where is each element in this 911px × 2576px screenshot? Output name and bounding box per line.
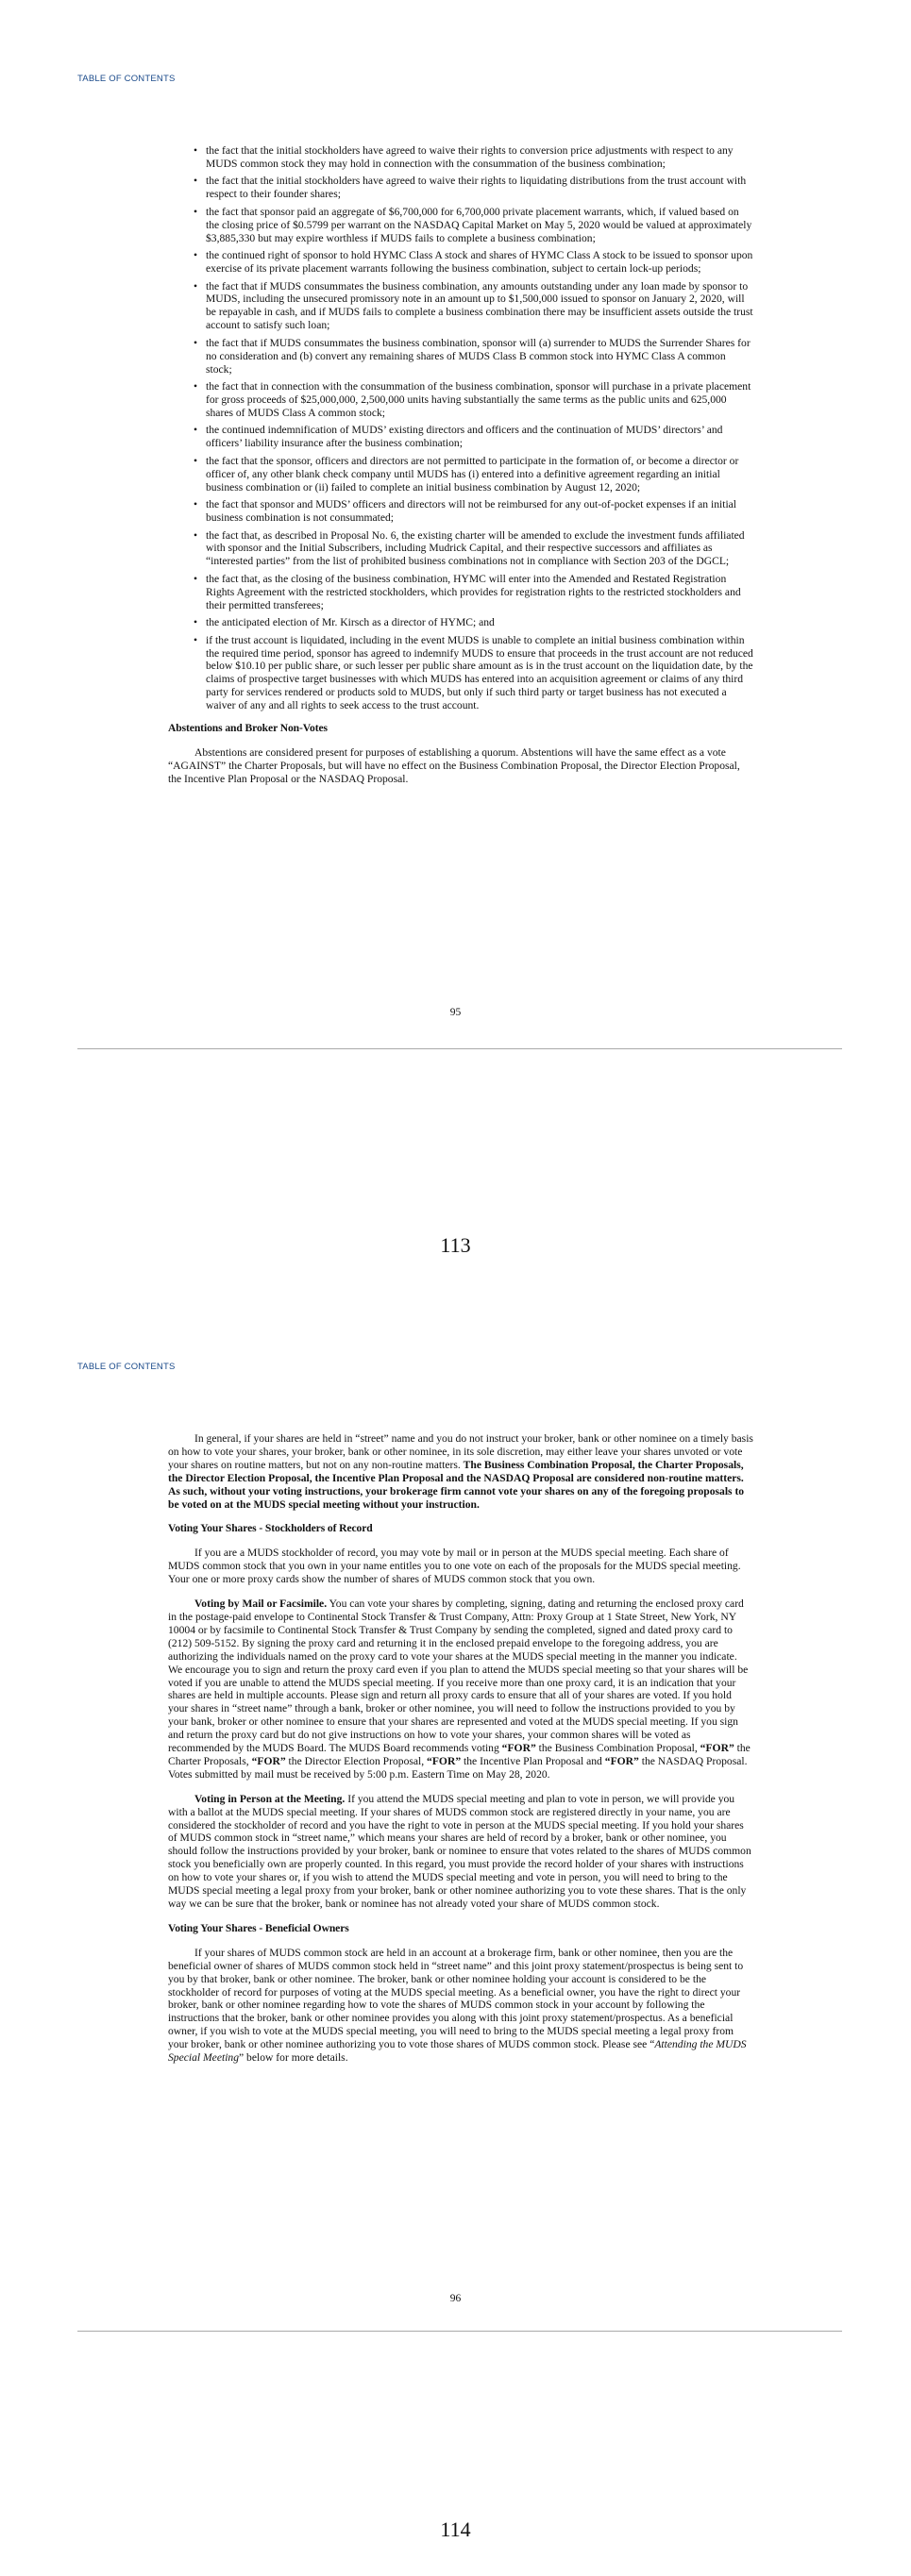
bullet-icon: • bbox=[194, 336, 198, 349]
list-item-text: the fact that the initial stockholders have agreed to waive their rights to liquidating distributions from the trust account with respect to their founder shares; bbox=[206, 175, 747, 201]
list-item bbox=[168, 498, 753, 525]
list-item-text: the fact that if MUDS consummates the business combination, any amounts outstanding under any loan made by sponsor to MUDS, including the unsecured promissory note in an amount up to $1,500,000 issued to sponsor on January 2, 2020, will be repayable in cash, and if MUDS fails to complete a business combination there may be insufficient assets outside the trust account to satisfy such loan; bbox=[206, 279, 753, 332]
page-divider bbox=[77, 1048, 842, 1049]
list-item bbox=[168, 249, 753, 276]
list-item bbox=[168, 206, 753, 245]
voting-by-mail-paragraph: Voting by Mail or Facsimile. You can vote your shares by completing, signing, dating and returning the enclosed proxy card in the postage-paid envelope to Continental Stock Transfer & Trust Company, Attn: Proxy Group at 1 State Street, New York, NY 10004 or by facsimile to Continental Stock Transfer & Trust Company by sending the completed, signed and dated proxy card to (212) 509-5152. By signing the proxy card and returning it in the enclosed prepaid envelope to the foregoing address, you are authorizing the individuals named on the proxy card to vote your shares at the MUDS special meeting in the manner you indicate. We encourage you to sign and return the proxy card even if you plan to attend the MUDS special meeting so that your shares will be voted if you are unable to attend the MUDS special meeting. If you receive more than one proxy card, it is an indication that your shares are held in multiple accounts. Please sign and return all proxy cards to ensure that all of your shares are voted. If you hold your shares in “street name” through a bank, broker or other nominee, you will need to follow the instructions provided to you by your bank, broker or other nominee to ensure that your shares are represented and voted at the MUDS special meeting. If you sign and return the proxy card but do not give instructions on how to vote your shares, your common shares will be voted as recommended by the MUDS Board. The MUDS Board recommends voting “FOR” the Business Combination Proposal, “FOR” the Charter Proposals, “FOR” the Director Election Proposal, “FOR” the Incentive Plan Proposal and “FOR” the NASDAQ Proposal. Votes submitted by mail must be received by 5:00 p.m. Eastern Time on May 28, 2020. bbox=[168, 1597, 751, 1781]
voting-in-person-paragraph: Voting in Person at the Meeting. If you attend the MUDS special meeting and plan to vote in person, we will provide you with a ballot at the MUDS special meeting. If your shares of MUDS common stock are registered directly in your name, you are considered the stockholder of record and you have the right to vote in person at the MUDS special meeting. If you hold your shares of MUDS common stock in “street name,” which means your shares are held of record by a broker, bank or other nominee, you should follow the instructions provided by your broker, bank or nominee to ensure that votes related to the shares of MUDS common stock you beneficially own are properly counted. In this regard, you must provide the record holder of your shares with instructions on how to vote your shares or, if you wish to attend the MUDS special meeting and vote in person, you will need to bring to the MUDS special meeting a legal proxy from your broker, bank or other nominee authorizing you to vote these shares. That is the only way we can be sure that the broker, bank or nominee has not already voted your share of MUDS common stock. bbox=[168, 1792, 751, 1910]
bullet-icon: • bbox=[194, 205, 198, 218]
list-item bbox=[168, 280, 753, 333]
page-95-content bbox=[168, 144, 753, 797]
list-item-text: the continued right of sponsor to hold HYMC Class A stock and shares of HYMC Class A stock to be issued to sponsor upon exercise of its private placement warrants following the business combination, subject to certain lock-up periods; bbox=[206, 249, 753, 276]
list-item bbox=[168, 380, 753, 420]
pdf-page-number: 114 bbox=[440, 2517, 471, 2541]
page-divider bbox=[77, 2331, 842, 2332]
intro-paragraph: In general, if your shares are held in “street” name and you do not instruct your broker, bank or other nominee on a timely basis on how to vote your shares, your broker, bank or other nominee, in its sole discretion, may either leave your shares unvoted or vote your shares on routine matters, but not on any non-routine matters. The Business Combination Proposal, the Charter Proposals, the Director Election Proposal, the Incentive Plan Proposal and the NASDAQ Proposal are considered non-routine matters. As such, without your voting instructions, your brokerage firm cannot vote your shares on any of the foregoing proposals to be voted on at the MUDS special meeting without your instruction. bbox=[168, 1432, 753, 1511]
bullet-icon: • bbox=[194, 380, 198, 393]
beneficial-owners-heading: Voting Your Shares - Beneficial Owners bbox=[168, 1921, 349, 1934]
pdf-page-number: 113 bbox=[440, 1233, 471, 1257]
list-item bbox=[168, 337, 753, 376]
table-of-contents-link[interactable]: TABLE OF CONTENTS bbox=[77, 1362, 176, 1372]
list-item-text: if the trust account is liquidated, including in the event MUDS is unable to complete an initial business combination within the required time period, sponsor has agreed to indemnify MUDS to ensure that proceeds in the trust account are not reduced below $10.10 per public share, or such lesser per public share amount as is in the trust account on the liquidation date, by the claims of prospective target businesses with which MUDS has entered into an acquisition agreement or claims of any third party for services rendered or products sold to MUDS, but only if such third party or target business has not executed a waiver of any and all rights to seek access to the trust account. bbox=[206, 633, 753, 712]
table-of-contents-link[interactable]: TABLE OF CONTENTS bbox=[77, 74, 176, 84]
list-item-text: the fact that, as the closing of the business combination, HYMC will enter into the Amended and Restated Registration Rights Agreement with the restricted stockholders, which provides for registration rights to the restricted stockholders and their permitted transferees; bbox=[206, 572, 741, 611]
bullet-icon: • bbox=[194, 616, 198, 629]
abstentions-paragraph: Abstentions are considered present for purposes of establishing a quorum. Abstentions will have the same effect as a vote “AGAINST” the Charter Proposals, but will have no effect on the Business Combination Proposal, the Director Election Proposal, the Incentive Plan Proposal or the NASDAQ Proposal. bbox=[168, 745, 740, 785]
bullet-icon: • bbox=[194, 498, 198, 511]
beneficial-owners-paragraph: If your shares of MUDS common stock are held in an account at a brokerage firm, bank or other nominee, then you are the beneficial owner of shares of MUDS common stock held in “street name” and this joint proxy statement/prospectus is being sent to you by that broker, bank or other nominee. The broker, bank or other nominee holding your account is considered to be the stockholder of record for purposes of voting at the MUDS special meeting. As a beneficial owner, you have the right to direct your broker, bank or other nominee regarding how to vote the shares of MUDS common stock in your account by following the instructions that the broker, bank or other nominee provides you along with this joint proxy statement/prospectus. As a beneficial owner, if you wish to vote at the MUDS special meeting, you will need to bring to the MUDS special meeting a legal proxy from your broker, bank or other nominee authorizing you to vote those shares of MUDS common stock. Please see “Attending the MUDS Special Meeting” below for more details. bbox=[168, 1946, 747, 2065]
page-number: 95 bbox=[449, 1007, 462, 1018]
list-item bbox=[168, 175, 753, 201]
bullet-icon: • bbox=[194, 572, 198, 585]
bullet-icon: • bbox=[194, 454, 198, 467]
list-item-text: the continued indemnification of MUDS’ existing directors and officers and the continuation of MUDS’ directors’ and officers’ liability insurance after the business combination; bbox=[206, 424, 723, 450]
stockholders-of-record-paragraph: If you are a MUDS stockholder of record, you may vote by mail or in person at the MUDS special meeting. Each share of MUDS common stock that you own in your name entitles you to one vote on each of the proposals for the MUDS special meeting. Your one or more proxy cards show the number of shares of MUDS common stock that you own. bbox=[168, 1547, 741, 1586]
list-item bbox=[168, 634, 753, 712]
list-item-text: the fact that sponsor paid an aggregate of $6,700,000 for 6,700,000 private placement warrants, which, if valued based on the closing price of $0.5799 per warrant on the NASDAQ Capital Market on May 5, 2020 would be valued at approximately $3,885,330 but may expire worthless if MUDS fails to complete a business combination; bbox=[206, 205, 752, 244]
list-item-text: the fact that sponsor and MUDS’ officers and directors will not be reimbursed for any out-of-pocket expenses if an initial business combination is not consummated; bbox=[206, 498, 737, 524]
stockholders-of-record-heading: Voting Your Shares - Stockholders of Record bbox=[168, 1522, 373, 1535]
list-item-text: the anticipated election of Mr. Kirsch as a director of HYMC; and bbox=[206, 616, 495, 629]
bullet-icon: • bbox=[194, 175, 198, 188]
list-item bbox=[168, 616, 753, 629]
list-item bbox=[168, 144, 753, 171]
list-item-text: the fact that if MUDS consummates the business combination, sponsor will (a) surrender to MUDS the Surrender Shares for no consideration and (b) convert any remaining shares of MUDS Class B common stock into HYMC Class A common stock; bbox=[206, 336, 751, 376]
page-96-content bbox=[168, 1432, 753, 2076]
list-item-text: the fact that in connection with the consummation of the business combination, sponsor will purchase in a private placement for gross proceeds of $25,000,000, 2,500,000 units having substantially the same terms as the public units and 625,000 shares of MUDS Class A common stock; bbox=[206, 380, 751, 419]
bullet-icon: • bbox=[194, 144, 198, 157]
bullet-icon: • bbox=[194, 633, 198, 646]
page-number: 96 bbox=[449, 2293, 462, 2304]
bullet-icon: • bbox=[194, 279, 198, 293]
bullet-icon: • bbox=[194, 528, 198, 542]
bullet-icon: • bbox=[194, 424, 198, 437]
bullet-icon: • bbox=[194, 249, 198, 262]
list-item bbox=[168, 455, 753, 494]
list-item-text: the fact that the sponsor, officers and directors are not permitted to participate in the formation of, or become a director or officer of, any other blank check company until MUDS has (i) entered into a definitive agreement regarding an initial business combination or (ii) failed to complete an initial business combination by August 12, 2020; bbox=[206, 454, 739, 493]
list-item bbox=[168, 573, 753, 612]
list-item bbox=[168, 424, 753, 450]
list-item-text: the fact that the initial stockholders have agreed to waive their rights to conversion price adjustments with respect to any MUDS common stock they may hold in connection with the consummation of the business combination; bbox=[206, 144, 734, 170]
list-item bbox=[168, 529, 753, 569]
list-item-text: the fact that, as described in Proposal No. 6, the existing charter will be amended to exclude the investment funds affiliated with sponsor and the Initial Subscribers, including Mudrick Capital, and their respective successors and affiliates as “interested parties” from the list of prohibited business combinations not in compliance with Section 203 of the DGCL; bbox=[206, 528, 745, 568]
abstentions-heading: Abstentions and Broker Non-Votes bbox=[168, 722, 328, 735]
bullet-list bbox=[168, 144, 753, 712]
